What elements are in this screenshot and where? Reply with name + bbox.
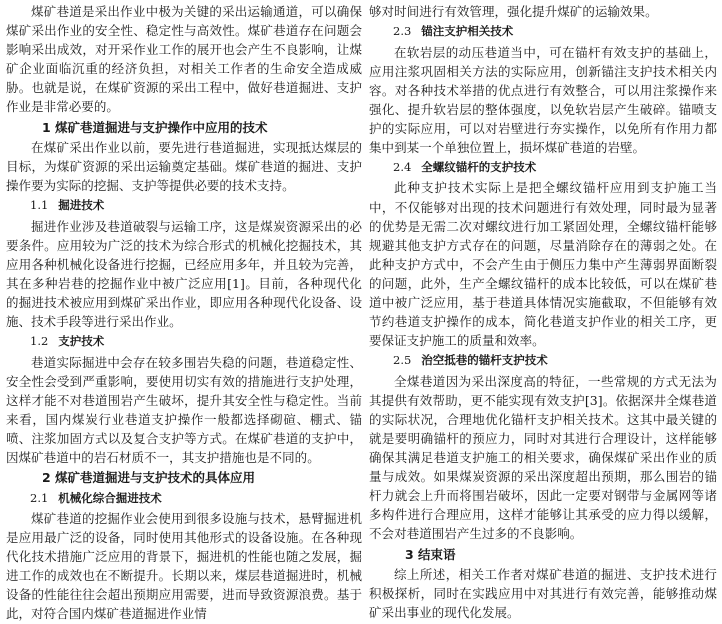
subsection-2-1-paragraph: 煤矿巷道的挖掘作业会使用到很多设施与技术，悬臂掘进机是应用最广泛的设备，同时使用其他形式的设备设施。在各种现代化技术措施广泛应用的背景下，掘进机的性能也随之发展，掘进工作的成效也在不断提升。长期以来，煤层巷道掘进时，机械设备的性能往往会超出预期应用需要，进而导致资源浪费。基于此，对符合国内煤矿巷道掘进作业情 <box>6 511 362 622</box>
subsection-title: 机械化综合掘进技术 <box>58 490 162 505</box>
subsection-title: 锚注支护相关技术 <box>421 24 514 39</box>
subsection-1-2-paragraph: 巷道实际掘进中会存在较多围岩失稳的问题，巷道稳定性、安全性会受到严重影响，要使用切实有效的措施进行支护处理，这样才能不对巷道围岩产生破坏，提升其安全性与稳定性。当前来看，国内煤炭行业巷道支护操作一般都选择砌碹、棚式、锚喷、注浆加固方式以及复合支护等方式。在煤矿巷道的支护中，因煤矿巷道中的岩石材质不一，其支护措施也是不同的。 <box>6 354 362 466</box>
right-column <box>369 2 717 622</box>
subsection-1-1-paragraph: 掘进作业涉及巷道破裂与运输工序，这是煤炭资源采出的必要条件。应用较为广泛的技术为综合形式的机械化挖掘技术，其应用各种机械化设备进行挖掘，已经应用多年，并且较为完善，其在多种岩巷的挖掘作业中被广泛应用[1]。目前，各种现代化的掘进技术被应用到煤矿采出作业，即应用各种现代化设备、设施、技术手段等进行采出作业。 <box>6 218 362 330</box>
continued-paragraph: 够对时间进行有效管理，强化提升煤矿的运输效果。 <box>369 4 658 19</box>
subsection-2-4-heading <box>369 158 717 177</box>
subsection-number: 1.2 <box>30 334 49 349</box>
subsection-title: 治空抵巷的锚杆支护技术 <box>421 353 548 368</box>
section-1-heading: 1 煤矿巷道掘进与支护操作中应用的技术 <box>42 119 268 135</box>
section-2-heading: 2 煤矿巷道掘进与支护技术的具体应用 <box>42 470 256 486</box>
subsection-1-1-heading <box>6 196 362 215</box>
subsection-number: 2.1 <box>30 490 49 505</box>
subsection-number: 2.3 <box>393 24 412 39</box>
subsection-title: 支护技术 <box>58 334 105 349</box>
subsection-title: 全螺纹锚杆的支护技术 <box>421 160 537 175</box>
subsection-2-3-heading <box>369 22 717 41</box>
section-3-heading: 3 结束语 <box>405 546 456 562</box>
intro-paragraph: 煤矿巷道是采出作业中极为关键的采出运输通道，可以确保煤矿采出作业的安全性、稳定性与高效性。煤矿巷道存在问题会影响采出成效，对开采作业工作的展开也会产生不良影响，让煤矿企业面临沉重的经济负担，对相关工作者的生命安全造成威胁。也就是说，在煤矿资源的采出工程中，做好巷道掘进、支护作业是非常必要的。 <box>6 4 362 115</box>
subsection-title: 掘进技术 <box>58 198 105 213</box>
subsection-number: 2.4 <box>393 160 412 175</box>
left-column <box>6 2 362 624</box>
subsection-1-2-heading <box>6 332 362 351</box>
subsection-number: 2.5 <box>393 353 412 368</box>
subsection-2-5-heading <box>369 351 717 370</box>
subsection-number: 1.1 <box>30 198 49 213</box>
subsection-2-1-heading <box>6 489 362 508</box>
section-1-paragraph: 在煤矿采出作业以前，要先进行巷道掘进，实现抵达煤层的目标，为煤矿资源的采出运输奠定基础。煤矿巷道的掘进、支护操作要为实际的挖掘、支护等提供必要的技术支持。 <box>6 139 362 194</box>
subsection-2-4-paragraph: 此种支护技术实际上是把全螺纹锚杆应用到支护施工当中，不仅能够对出现的技术问题进行有效处理，同时最为显著的优势是无需二次对螺纹进行加工紧固处理，全螺纹锚杆能够规避其他支护方式存在的问题，尽量消除存在的薄弱之处。在此种支护方式中，不会产生由于侧压力集中产生薄弱界面断裂的问题，此外，生产全螺纹锚杆的成本比较低，可以在煤矿巷道中被广泛应用，基于巷道具体情况实施截取，不但能够有效节约巷道支护操作的成本，简化巷道支护作业的相关工序，更要保证支护施工的质量和效率。 <box>369 180 717 349</box>
subsection-2-5-paragraph: 全煤巷道因为采出深度高的特征，一些常规的方式无法为其提供有效帮助，更不能实现有效支护[3]。依据深井全煤巷道的实际状况，合理地优化锚杆支护相关技术。这其中最关键的就是要明确锚杆的预应力，同时对其进行合理设计，这样能够确保其满足巷道支护施工的相关要求，确保煤矿采出作业的质量与成效。如果煤炭资源的采出深度超出预期，那么围岩的锚杆力就会上升而将围岩破坏，因此一定要对钢带与金属网等诸多构件进行合理应用，这样才能够让其承受的应力得以缓解，不会对巷道围岩产生过多的不良影响。 <box>369 373 717 542</box>
section-3-paragraph: 综上所述，相关工作者对煤矿巷道的掘进、支护技术进行积极探析，同时在实践应用中对其进行有效完善，能够推动煤矿采出事业的现代化发展。 <box>369 566 717 621</box>
subsection-2-3-paragraph: 在软岩层的动压巷道当中，可在锚杆有效支护的基础上，应用注浆巩固相关方法的实际应用，创新锚注支护技术相关内容。对各种技术举措的优点进行有效整合，可以用注浆操作来强化、提升软岩层的整体强度，以免软岩层产生破碎。锚喷支护的实际应用，可以对岩壁进行夯实操作，以免所有作用力都集中到某一个单独位置上，损坏煤矿巷道的岩壁。 <box>369 44 717 155</box>
